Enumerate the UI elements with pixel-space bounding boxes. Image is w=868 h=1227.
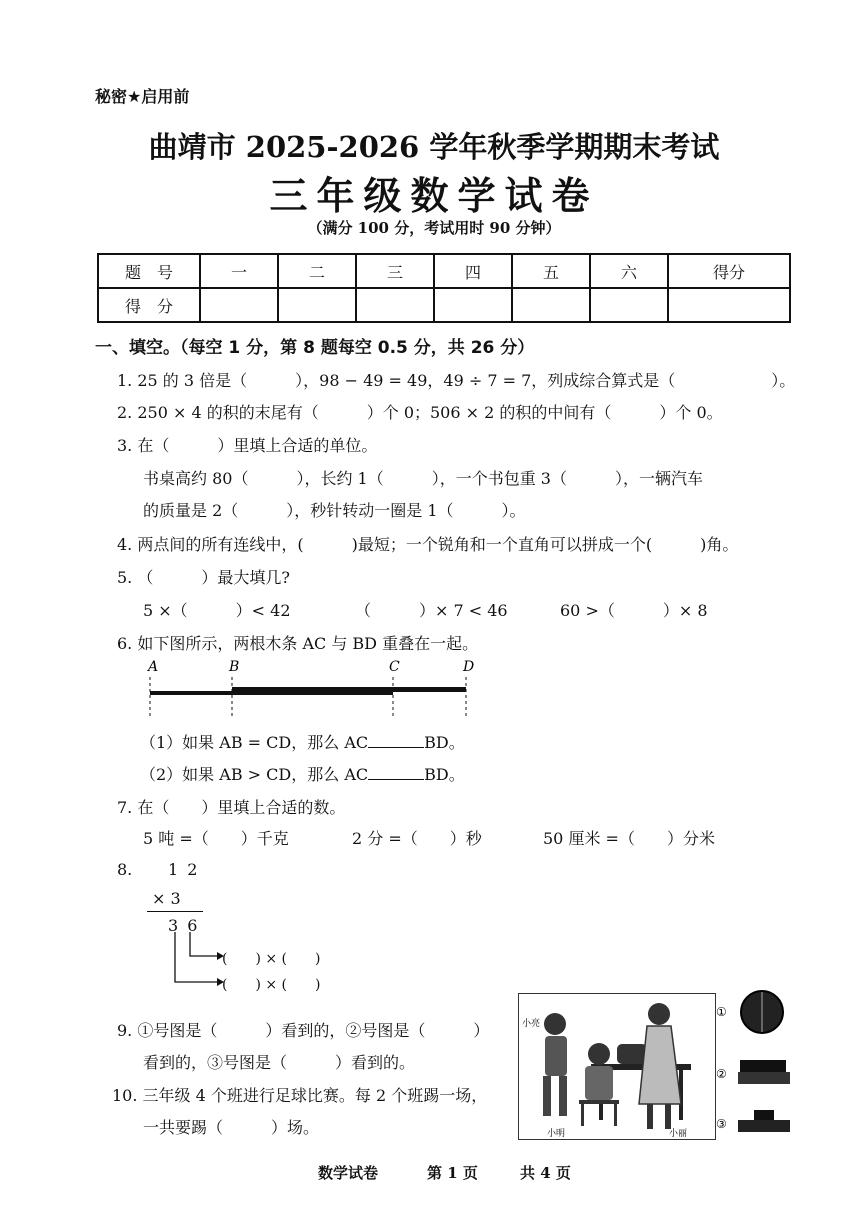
question-6: 6. 如下图所示，两根木条 AC 与 BD 重叠在一起。	[117, 634, 479, 653]
view-3-bottom	[738, 1120, 790, 1132]
view-label-3: ③	[716, 1117, 727, 1131]
question-6-sub1-end: BD。	[424, 733, 465, 752]
score-row-label: 得 分	[98, 288, 200, 322]
multiplicand: 1 2	[168, 860, 200, 879]
girl-head	[648, 1003, 670, 1025]
calc-line	[147, 911, 203, 912]
score-cell[interactable]	[200, 288, 278, 322]
chair-leg	[581, 1104, 584, 1126]
score-header-cell: 四	[434, 254, 512, 288]
question-7-b: 2 分 =（ ）秒	[352, 829, 482, 848]
confidential-label: 秘密★启用前	[95, 87, 190, 106]
question-6-sub2	[140, 762, 465, 785]
footer-subject: 数学试卷	[318, 1164, 379, 1182]
label-xiaoming: 小明	[547, 1129, 566, 1139]
score-cell[interactable]	[512, 288, 590, 322]
score-cell[interactable]	[434, 288, 512, 322]
score-table-score-row	[98, 288, 790, 322]
score-header-cell: 题 号	[98, 254, 200, 288]
left-boy-body	[545, 1036, 567, 1076]
view-2-top	[740, 1060, 786, 1072]
question-7: 7. 在（ ）里填上合适的数。	[117, 798, 346, 817]
multiplier: × 3	[152, 889, 181, 908]
arrow-blank-1[interactable]: ( ) × ( )	[222, 951, 321, 967]
point-label-d: D	[463, 659, 475, 675]
left-boy-head	[544, 1013, 566, 1035]
question-1: 1. 25 的 3 倍是（ ），98 − 49 = 49，49 ÷ 7 = 7，列成综合算式是（ ）。	[117, 371, 796, 390]
point-label-a: A	[148, 659, 159, 675]
question-5-c: 60 >（ ）× 8	[560, 601, 708, 620]
front-boy-head	[588, 1043, 610, 1065]
question-9-line2: 看到的，③号图是（ ）看到的。	[143, 1053, 416, 1072]
question-3-line2: 的质量是 2（ ），秒针转动一圈是 1（ ）。	[143, 501, 526, 520]
footer-page: 第 1 页	[427, 1164, 478, 1182]
question-3-line1: 书桌高约 80（ ），长约 1（ ），一个书包重 3（ ），一辆汽车	[143, 469, 703, 488]
question-4: 4. 两点间的所有连线中，( )最短；一个锐角和一个直角可以拼成一个( )角。	[117, 535, 739, 554]
views-panel	[712, 990, 792, 1140]
score-table	[97, 253, 791, 323]
score-header-cell: 五	[512, 254, 590, 288]
question-7-c: 50 厘米 =（ ）分米	[543, 829, 715, 848]
answer-blank[interactable]	[368, 747, 424, 748]
question-6-sub1-text: （1）如果 AB = CD，那么 AC	[140, 733, 369, 752]
question-3: 3. 在（ ）里填上合适的单位。	[117, 436, 378, 455]
score-table-header-row	[98, 254, 790, 288]
arrow-line-1	[190, 932, 217, 956]
question-5-a: 5 ×（ ）< 42	[143, 601, 291, 620]
left-boy-leg	[559, 1076, 567, 1116]
exam-subtitle: （满分 100 分，考试用时 90 分钟）	[307, 219, 561, 237]
view-label-1: ①	[716, 1005, 727, 1019]
question-10-line2: 一共要踢（ ）场。	[143, 1118, 320, 1137]
exam-title: 曲靖市 2025-2026 学年秋季学期期末考试	[148, 130, 720, 164]
arrow-blank-2[interactable]: ( ) × ( )	[222, 977, 321, 993]
question-6-sub1	[140, 730, 465, 753]
question-6-sub2-end: BD。	[424, 765, 465, 784]
question-5-b: （ ）× 7 < 46	[355, 601, 508, 620]
question-10-line1: 10. 三年级 4 个班进行足球比赛。每 2 个班踢一场，	[112, 1086, 488, 1105]
score-header-cell: 二	[278, 254, 356, 288]
score-cell[interactable]	[278, 288, 356, 322]
question-6-sub2-text: （2）如果 AB > CD，那么 AC	[140, 765, 369, 784]
question-7-a: 5 吨 =（ ）千克	[143, 829, 289, 848]
score-cell[interactable]	[668, 288, 790, 322]
answer-blank[interactable]	[368, 779, 424, 780]
section-heading: 一、填空。（每空 1 分，第 8 题每空 0.5 分，共 26 分）	[95, 338, 535, 358]
score-header-cell: 三	[356, 254, 434, 288]
score-header-cell: 六	[590, 254, 668, 288]
label-xiaoli: 小丽	[669, 1129, 688, 1139]
arrow-line-2	[175, 932, 217, 982]
chair-leg	[614, 1104, 617, 1126]
label-xiaoliang: 小亮	[522, 1019, 541, 1029]
overlap-sticks-diagram	[130, 655, 490, 725]
girl-body	[639, 1026, 681, 1104]
object-on-table	[617, 1044, 647, 1064]
view-2-bottom	[738, 1072, 790, 1084]
score-header-cell: 得分	[668, 254, 790, 288]
left-boy-leg	[543, 1076, 551, 1116]
view-label-2: ②	[716, 1067, 727, 1081]
girl-leg	[647, 1104, 653, 1129]
point-label-c: C	[389, 659, 400, 675]
score-cell[interactable]	[590, 288, 668, 322]
children-illustration	[519, 994, 715, 1139]
point-label-b: B	[229, 659, 240, 675]
question-2: 2. 250 × 4 的积的末尾有（ ）个 0；506 × 2 的积的中间有（ ）个 0。	[117, 403, 723, 422]
girl-leg	[665, 1104, 671, 1129]
question-5: 5. （ ）最大填几?	[117, 568, 290, 587]
score-cell[interactable]	[356, 288, 434, 322]
paper-title: 三年级数学试卷	[269, 173, 599, 218]
observation-illustration	[518, 993, 716, 1140]
product: 3 6	[168, 916, 200, 935]
score-header-cell: 一	[200, 254, 278, 288]
question-9-line1: 9. ①号图是（ ）看到的，②号图是（ ）	[117, 1021, 490, 1040]
chair-seat	[579, 1100, 619, 1104]
view-3-top	[754, 1110, 774, 1120]
front-boy-body	[585, 1066, 613, 1100]
stick-bd	[232, 687, 466, 692]
question-8-number: 8.	[117, 860, 133, 879]
footer-total: 共 4 页	[520, 1164, 571, 1182]
